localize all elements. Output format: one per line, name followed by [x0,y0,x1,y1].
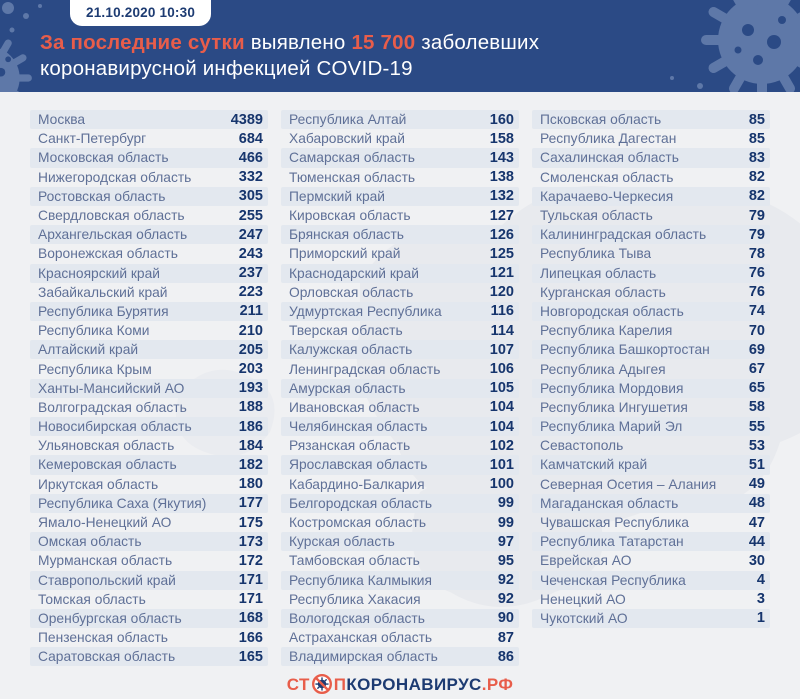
region-name: Воронежская область [38,246,178,262]
region-name: Волгоградская область [38,399,187,415]
table-row [30,110,268,129]
region-value: 158 [489,130,514,147]
table-row [281,321,519,340]
region-name: Алтайский край [38,342,139,358]
region-value: 166 [238,629,263,646]
region-name: Ямало-Ненецкий АО [38,515,172,531]
region-value: 101 [489,456,514,473]
table-row [532,129,770,148]
table-row [30,398,268,417]
region-value: 78 [748,245,765,262]
region-name: Республика Марий Эл [540,419,683,435]
table-row [281,513,519,532]
table-row [532,225,770,244]
title-highlight-period: За последние сутки [40,31,245,54]
region-value: 205 [238,341,263,358]
region-value: 99 [497,514,514,531]
region-name: Ульяновская область [38,438,175,454]
region-name: Вологодская область [289,610,425,626]
region-name: Курганская область [540,284,666,300]
title-line-2: коронавирусной инфекцией COVID-19 [40,57,413,80]
region-value: 79 [748,207,765,224]
region-name: Московская область [38,150,169,166]
table-row [30,302,268,321]
table-row [281,168,519,187]
table-row [281,436,519,455]
region-name: Севастополь [540,438,624,454]
region-name: Республика Крым [38,361,152,377]
table-row [532,148,770,167]
table-row [281,647,519,666]
region-name: Брянская область [289,227,404,243]
region-value: 203 [238,361,263,378]
table-row [281,283,519,302]
table-row [281,110,519,129]
region-name: Республика Мордовия [540,380,684,396]
title-highlight-count: 15 700 [351,31,416,54]
table-row [281,379,519,398]
region-name: Республика Коми [38,323,150,339]
region-value: 76 [748,265,765,282]
region-value: 143 [489,149,514,166]
region-value: 53 [748,437,765,454]
region-table [0,92,800,666]
region-name: Костромская область [289,515,427,531]
region-name: Республика Ингушетия [540,399,688,415]
region-value: 466 [238,149,263,166]
table-row [532,455,770,474]
region-value: 116 [490,303,514,320]
region-name: Смоленская область [540,169,674,185]
table-row [30,206,268,225]
table-row [30,187,268,206]
table-row [532,359,770,378]
logo-text-st: СТ [286,675,310,695]
region-value: 211 [239,303,263,320]
region-value: 243 [238,245,263,262]
table-row [30,340,268,359]
region-value: 55 [748,418,765,435]
region-name: Свердловская область [38,208,185,224]
region-value: 1 [756,610,765,627]
region-value: 160 [489,111,514,128]
region-value: 684 [238,130,263,147]
region-value: 186 [238,418,263,435]
region-value: 105 [489,380,514,397]
region-value: 100 [489,476,514,493]
region-value: 125 [489,245,514,262]
region-name: Республика Адыгея [540,361,666,377]
region-value: 4389 [230,111,263,128]
table-row [281,187,519,206]
title-line-1 [40,30,800,56]
region-name: Тульская область [540,208,653,224]
region-name: Новгородская область [540,303,684,319]
region-name: Липецкая область [540,265,657,281]
region-name: Тамбовская область [289,553,420,569]
region-name: Омская область [38,534,142,550]
region-value: 121 [489,265,514,282]
table-row [30,532,268,551]
region-value: 127 [489,207,514,224]
region-name: Красноярский край [38,265,160,281]
table-row [532,283,770,302]
table-row [281,494,519,513]
region-value: 165 [238,648,263,665]
region-column-1 [30,110,268,666]
table-row [281,148,519,167]
region-value: 114 [490,322,514,339]
table-row [281,302,519,321]
region-name: Кировская область [289,208,411,224]
region-value: 102 [489,437,514,454]
table-row [532,168,770,187]
region-value: 85 [748,111,765,128]
table-row [30,225,268,244]
table-row [30,436,268,455]
region-value: 92 [497,591,514,608]
region-value: 69 [748,341,765,358]
table-row [30,129,268,148]
region-value: 120 [489,284,514,301]
region-name: Орловская область [289,284,414,300]
table-row [30,647,268,666]
region-value: 107 [489,341,514,358]
table-row [30,513,268,532]
region-name: Ленинградская область [289,361,441,377]
region-name: Кемеровская область [38,457,177,473]
region-value: 104 [489,418,514,435]
region-value: 44 [748,533,765,550]
region-value: 87 [497,629,514,646]
region-value: 58 [748,399,765,416]
region-name: Пермский край [289,188,386,204]
region-name: Тверская область [289,323,403,339]
region-name: Республика Бурятия [38,303,169,319]
region-value: 180 [238,476,263,493]
region-name: Республика Карелия [540,323,673,339]
table-row [30,148,268,167]
region-name: Курская область [289,534,395,550]
table-row [281,398,519,417]
region-name: Самарская область [289,150,415,166]
table-row [532,475,770,494]
region-name: Рязанская область [289,438,411,454]
region-value: 47 [748,514,765,531]
table-row [30,475,268,494]
region-value: 90 [497,610,514,627]
region-value: 132 [489,188,514,205]
region-value: 74 [748,303,765,320]
table-row [532,244,770,263]
table-row [532,187,770,206]
table-row [30,244,268,263]
table-row [30,321,268,340]
region-value: 65 [748,380,765,397]
table-row [532,264,770,283]
table-row [30,455,268,474]
region-value: 237 [238,265,263,282]
timestamp-badge: 21.10.2020 10:30 [70,0,211,26]
table-row [30,590,268,609]
region-value: 30 [748,552,765,569]
region-value: 182 [238,456,263,473]
table-row [30,264,268,283]
region-value: 332 [238,169,263,186]
region-value: 97 [497,533,514,550]
region-name: Томская область [38,591,146,607]
region-name: Нижегородская область [38,169,192,185]
region-name: Чувашская Республика [540,515,689,531]
table-row [281,206,519,225]
table-row [532,532,770,551]
region-name: Удмуртская Республика [289,303,442,319]
region-value: 177 [238,495,263,512]
table-row [532,398,770,417]
table-row [532,206,770,225]
region-name: Белгородская область [289,495,433,511]
region-name: Республика Калмыкия [289,572,432,588]
table-row [30,417,268,436]
region-value: 172 [238,552,263,569]
table-row [281,590,519,609]
table-row [281,455,519,474]
region-value: 67 [748,361,765,378]
table-row [281,609,519,628]
table-row [281,571,519,590]
region-name: Ивановская область [289,399,420,415]
region-name: Республика Алтай [289,112,407,128]
region-name: Ростовская область [38,188,166,204]
region-value: 95 [497,552,514,569]
region-column-3 [532,110,770,666]
table-row [281,551,519,570]
region-name: Магаданская область [540,495,679,511]
region-value: 51 [748,456,765,473]
stats-section [0,92,800,699]
table-row [532,321,770,340]
region-name: Архангельская область [38,227,188,243]
region-name: Кабардино-Балкария [289,476,425,492]
region-column-2 [281,110,519,666]
table-row [281,264,519,283]
region-name: Приморский край [289,246,401,262]
region-value: 3 [756,591,765,608]
region-name: Калининградская область [540,227,707,243]
table-row [30,283,268,302]
region-name: Карачаево-Черкесия [540,188,674,204]
region-value: 171 [238,591,263,608]
table-row [532,551,770,570]
table-row [281,129,519,148]
region-name: Ярославская область [289,457,428,473]
region-value: 305 [238,188,263,205]
region-value: 49 [748,476,765,493]
region-value: 184 [238,437,263,454]
table-row [30,551,268,570]
region-name: Чукотский АО [540,610,628,626]
region-value: 83 [748,149,765,166]
region-name: Чеченская Республика [540,572,686,588]
table-row [281,417,519,436]
region-name: Ханты-Мансийский АО [38,380,185,396]
region-value: 193 [238,380,263,397]
region-name: Калужская область [289,342,413,358]
region-value: 106 [489,361,514,378]
region-name: Тюменская область [289,169,416,185]
table-row [281,244,519,263]
region-value: 138 [489,169,514,186]
region-value: 99 [497,495,514,512]
table-row [30,571,268,590]
table-row [30,609,268,628]
region-value: 168 [238,610,263,627]
region-value: 82 [748,188,765,205]
logo-text-coronavirus: КОРОНАВИРУС [346,675,482,695]
region-name: Забайкальский край [38,284,168,300]
region-name: Ненецкий АО [540,591,626,607]
region-value: 175 [238,514,263,531]
table-row [30,379,268,398]
region-value: 70 [748,322,765,339]
region-name: Еврейская АО [540,553,632,569]
region-name: Ставропольский край [38,572,176,588]
region-value: 223 [238,284,263,301]
table-row [281,359,519,378]
table-row [532,340,770,359]
table-row [532,590,770,609]
header [0,0,800,92]
table-row [30,168,268,187]
region-name: Республика Татарстан [540,534,684,550]
table-row [30,494,268,513]
region-name: Мурманская область [38,553,173,569]
region-name: Оренбургская область [38,610,182,626]
region-value: 255 [238,207,263,224]
region-name: Пензенская область [38,630,168,646]
table-row [532,571,770,590]
region-name: Республика Тыва [540,246,652,262]
region-name: Москва [38,112,86,128]
table-row [281,475,519,494]
logo-text-p: П [333,675,347,695]
stop-virus-icon [311,673,333,695]
title-text-infected: заболевших [421,31,540,54]
region-value: 210 [238,322,263,339]
region-value: 92 [497,572,514,589]
region-value: 126 [489,226,514,243]
table-row [532,110,770,129]
table-row [532,609,770,628]
table-row [281,532,519,551]
region-value: 173 [238,533,263,550]
region-name: Камчатский край [540,457,648,473]
table-row [281,628,519,647]
region-name: Псковская область [540,112,662,128]
table-row [532,302,770,321]
region-value: 171 [238,572,263,589]
region-name: Краснодарский край [289,265,419,281]
region-name: Сахалинская область [540,150,679,166]
table-row [532,379,770,398]
region-name: Республика Саха (Якутия) [38,495,207,511]
logo-text-rf: .РФ [481,675,514,695]
region-name: Республика Башкортостан [540,342,710,358]
footer-logo [0,673,800,695]
region-value: 86 [497,648,514,665]
table-row [30,628,268,647]
table-row [532,513,770,532]
region-name: Новосибирская область [38,419,192,435]
region-name: Республика Дагестан [540,131,677,147]
region-name: Астраханская область [289,630,433,646]
region-value: 85 [748,130,765,147]
region-name: Амурская область [289,380,406,396]
region-value: 48 [748,495,765,512]
region-name: Владимирская область [289,649,438,665]
region-value: 76 [748,284,765,301]
table-row [281,340,519,359]
region-value: 104 [489,399,514,416]
region-name: Республика Хакасия [289,591,421,607]
region-value: 82 [748,169,765,186]
region-name: Северная Осетия – Алания [540,476,717,492]
region-value: 79 [748,226,765,243]
region-name: Саратовская область [38,649,176,665]
region-name: Челябинская область [289,419,428,435]
region-name: Иркутская область [38,476,159,492]
region-value: 4 [756,572,765,589]
table-row [532,436,770,455]
region-name: Санкт-Петербург [38,131,147,147]
region-value: 188 [238,399,263,416]
title-text-detected: выявлено [250,31,346,54]
table-row [532,417,770,436]
table-row [281,225,519,244]
table-row [532,494,770,513]
region-value: 247 [238,226,263,243]
region-name: Хабаровский край [289,131,405,147]
table-row [30,359,268,378]
